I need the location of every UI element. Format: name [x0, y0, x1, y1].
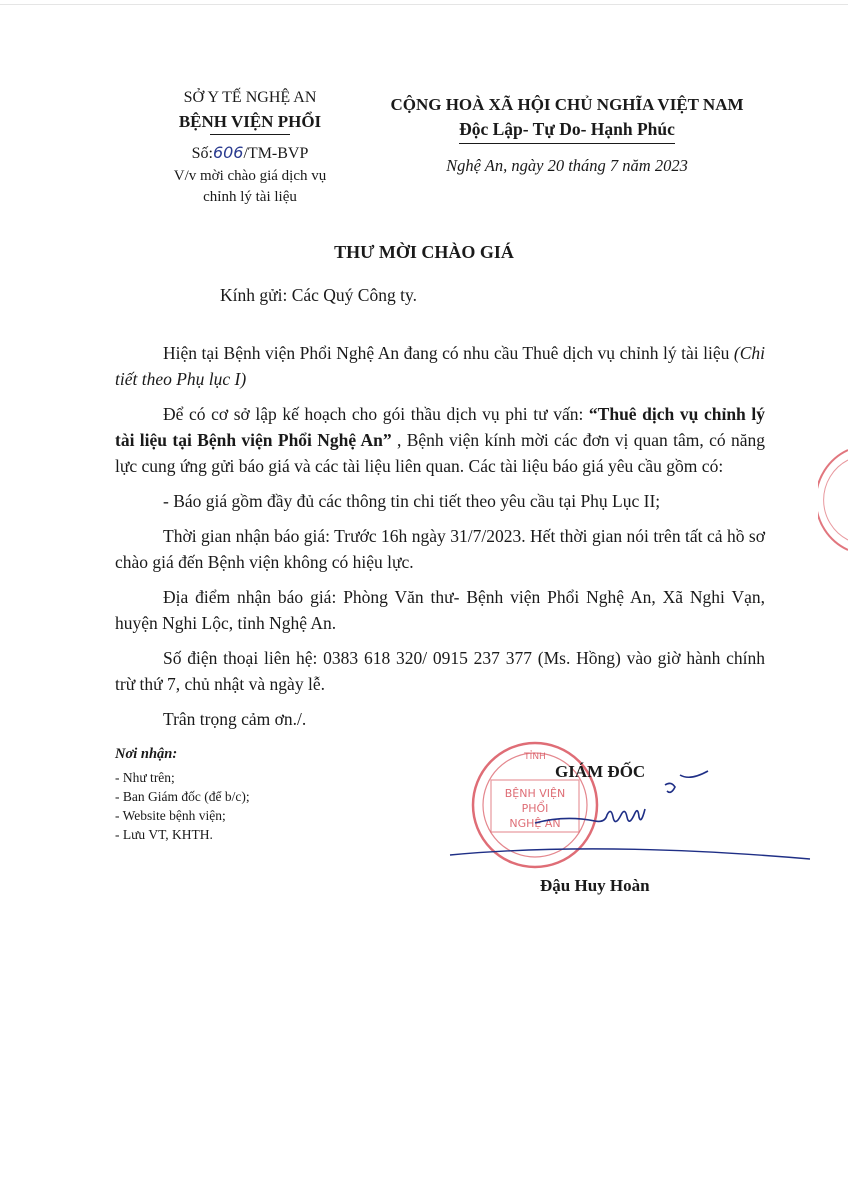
number-prefix: Số: — [191, 145, 213, 162]
signatory-name: Đậu Huy Hoàn — [540, 876, 650, 895]
paragraph-invitation: Để có cơ sở lập kế hoạch cho gói thầu dịch vụ phi tư vấn: “Thuê dịch vụ chỉnh lý tài liệu tại Bệnh viện Phổi Nghệ An” , Bệnh viện kính mời các đơn vị quan tâm, có năng lực cung ứng gửi báo giá và các tài liệu liên quan. Các tài liệu báo giá yêu cầu gồm có: — [115, 404, 765, 476]
issuer-block — [140, 86, 360, 208]
letter-body — [115, 340, 765, 741]
handwritten-number: 606 — [212, 143, 244, 162]
recipient-item: - Ban Giám đốc (để b/c); — [115, 789, 250, 804]
package-name: “Thuê dịch vụ chỉnh lý tài liệu tại Bệnh viện Phổi Nghệ An” — [115, 404, 765, 450]
signatory-title: GIÁM ĐỐC — [555, 762, 646, 781]
recipient-item: - Website bệnh viện; — [115, 808, 226, 823]
subject-line-1: V/v mời chào giá dịch vụ — [173, 168, 327, 184]
stamp-fragment-icon — [818, 445, 848, 555]
national-motto: Độc Lập- Tự Do- Hạnh Phúc — [459, 117, 675, 144]
hospital-name: BỆNH VIỆN PHỔI — [178, 112, 322, 131]
svg-text:NGHỆ AN: NGHỆ AN — [509, 817, 561, 830]
svg-text:PHỔI: PHỔI — [521, 802, 549, 815]
recipients-heading: Nơi nhận: — [115, 746, 178, 762]
recipient-item: - Như trên; — [115, 770, 175, 785]
document-date: Nghệ An, ngày 20 tháng 7 năm 2023 — [446, 156, 688, 175]
paragraph-requirements: - Báo giá gồm đầy đủ các thông tin chi tiết theo yêu cầu tại Phụ Lục II; — [163, 491, 661, 511]
svg-text:TỈNH: TỈNH — [524, 752, 546, 762]
number-suffix: /TM-BVP — [243, 145, 309, 162]
national-heading — [362, 92, 772, 176]
handwritten-signature-icon — [440, 755, 820, 865]
document-number — [140, 141, 360, 166]
greeting: Kính gửi: Các Quý Công ty. — [220, 285, 417, 305]
scan-edge-line — [0, 4, 848, 5]
recipient-item: - Lưu VT, KHTH. — [115, 827, 213, 842]
nation-name: CỘNG HOÀ XÃ HỘI CHỦ NGHĨA VIỆT NAM — [390, 95, 744, 114]
hospital-underline — [210, 134, 290, 135]
appendix-reference: (Chi tiết theo Phụ lục I) — [115, 343, 765, 389]
paragraph-need: Hiện tại Bệnh viện Phổi Nghệ An đang có nhu cầu Thuê dịch vụ chỉnh lý tài liệu (Chi tiết theo Phụ lục I) — [115, 343, 765, 389]
paragraph-contact: Số điện thoại liên hệ: 0383 618 320/ 0915 237 377 (Ms. Hồng) vào giờ hành chính trừ thứ 7, chủ nhật và ngày lễ. — [115, 648, 765, 694]
svg-text:BỆNH VIỆN: BỆNH VIỆN — [504, 787, 566, 800]
department-name: SỞ Y TẾ NGHỆ AN — [183, 89, 317, 106]
recipients-block — [115, 745, 250, 844]
paragraph-closing: Trân trọng cảm ơn./. — [163, 709, 307, 729]
document-title: THƯ MỜI CHÀO GIÁ — [334, 242, 514, 262]
paragraph-location: Địa điểm nhận báo giá: Phòng Văn thư- Bệnh viện Phổi Nghệ An, Xã Nghi Vạn, huyện Nghi Lộc, tỉnh Nghệ An. — [115, 587, 765, 633]
subject-line-2: chỉnh lý tài liệu — [203, 189, 297, 205]
paragraph-deadline: Thời gian nhận báo giá: Trước 16h ngày 31/7/2023. Hết thời gian nói trên tất cả hồ sơ chào giá đến Bệnh viện không có hiệu lực. — [115, 526, 765, 572]
